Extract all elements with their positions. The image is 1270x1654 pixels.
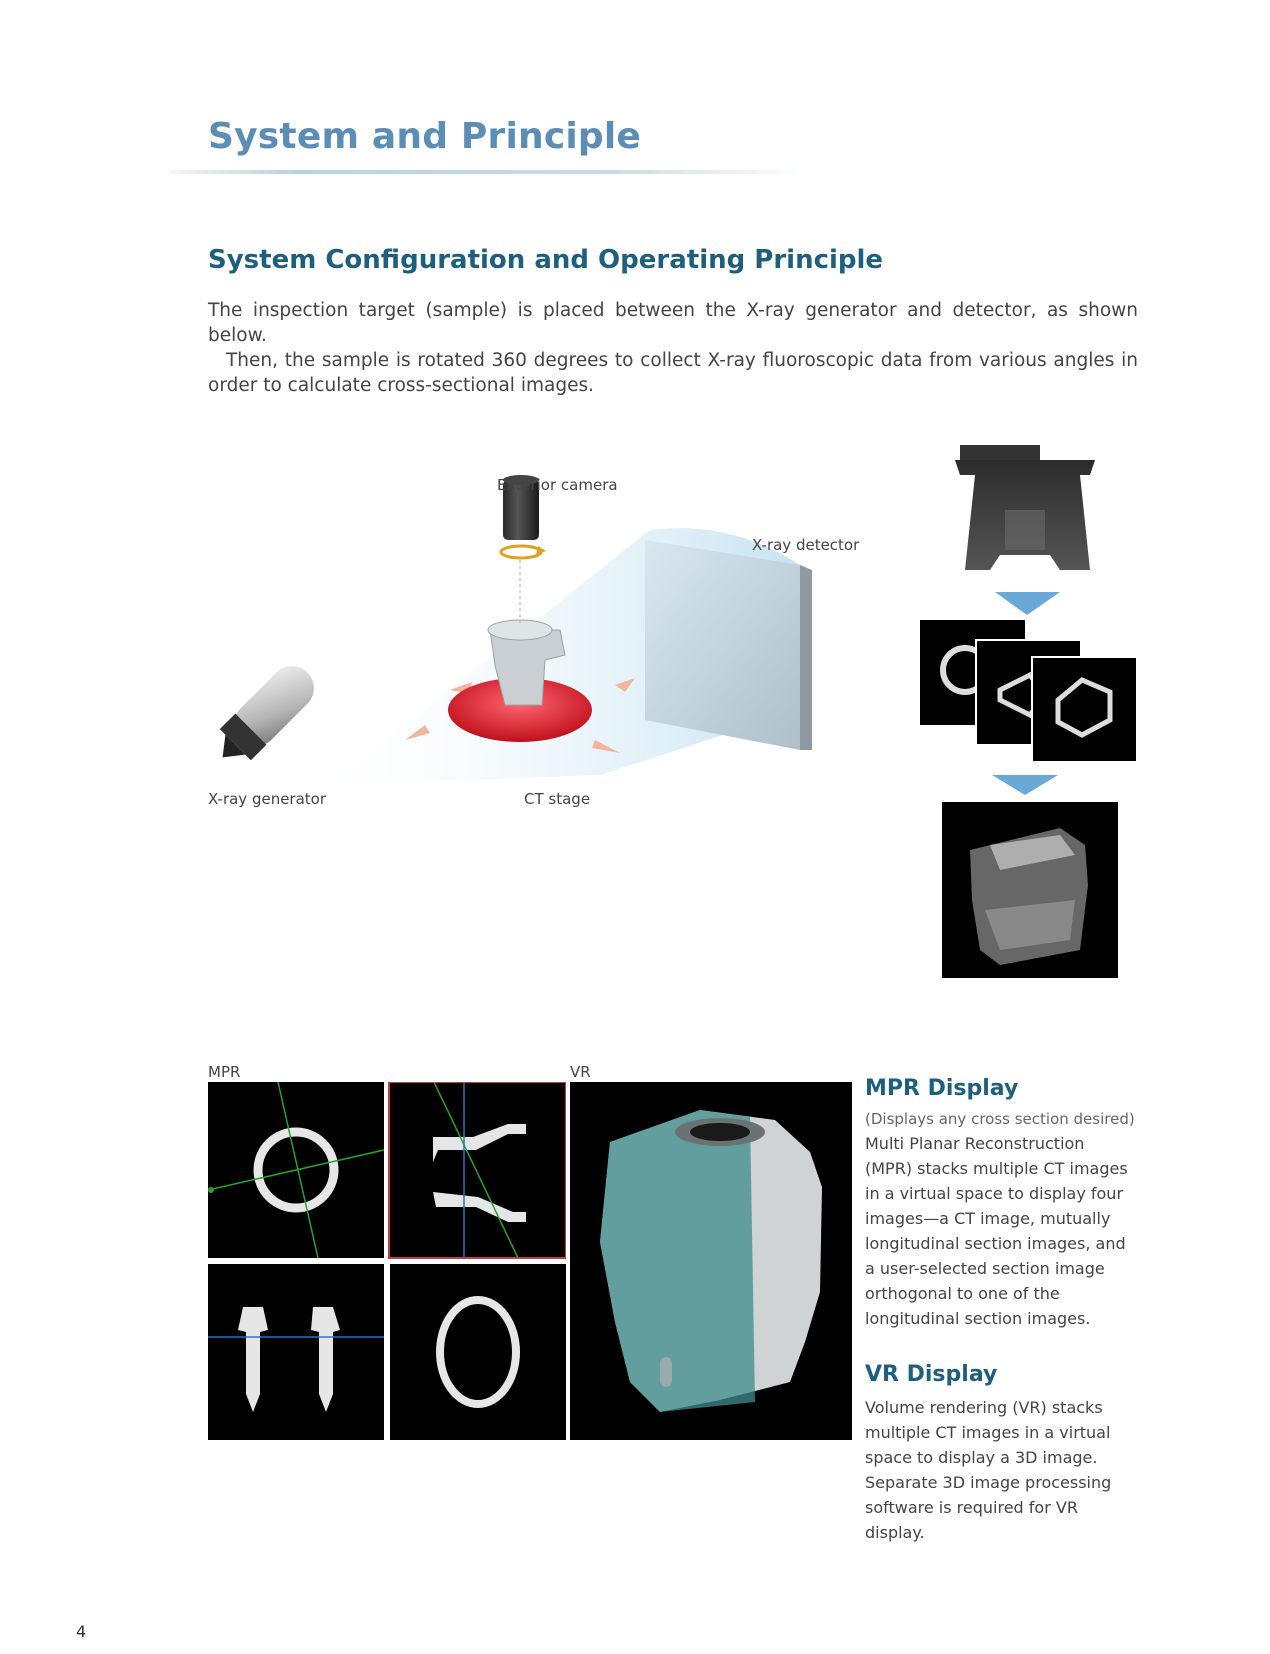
vr-label: VR xyxy=(570,1063,591,1081)
intro-text xyxy=(208,298,1138,398)
vr-3d-view xyxy=(570,1082,852,1440)
vr-description xyxy=(865,1362,1135,1545)
label-xray-detector: X-ray detector xyxy=(752,536,860,554)
page-title: System and Principle xyxy=(208,116,642,157)
reconstruction-flow xyxy=(910,430,1150,990)
mpr-oblique-view xyxy=(390,1264,566,1440)
mpr-axial-view xyxy=(208,1082,384,1258)
mpr-heading: MPR Display xyxy=(865,1076,1019,1101)
xray-detector xyxy=(645,540,812,750)
flow-arrow-down-icon xyxy=(995,592,1060,615)
intro-line-1: The inspection target (sample) is placed between the X-ray generator and detector, as shown below. xyxy=(208,300,1138,346)
intro-line-2: Then, the sample is rotated 360 degrees to collect X-ray fluoroscopic data from various angles in order to calculate cross-sectional images. xyxy=(208,350,1138,396)
mpr-subheading: (Displays any cross section desired) xyxy=(865,1110,1135,1128)
ct-slice-stack xyxy=(920,620,1137,762)
page-number: 4 xyxy=(76,1622,87,1641)
xray-generator xyxy=(207,657,323,773)
mpr-sagittal-view xyxy=(389,1082,566,1258)
section-title: System Configuration and Operating Principle xyxy=(208,245,884,275)
vr-body: Volume rendering (VR) stacks multiple CT images in a virtual space to display a 3D image. Separate 3D image processing software is required for VR display. xyxy=(865,1398,1112,1542)
label-xray-generator: X-ray generator xyxy=(208,790,327,808)
rotation-arrow-icon xyxy=(501,546,546,558)
title-underline xyxy=(170,170,805,174)
mpr-coronal-view xyxy=(208,1264,384,1440)
mpr-label: MPR xyxy=(208,1063,241,1081)
mpr-four-view xyxy=(208,1082,566,1440)
mpr-description xyxy=(865,1076,1135,1331)
volume-render-image xyxy=(942,802,1118,978)
projection-image xyxy=(955,445,1095,570)
label-ct-stage: CT stage xyxy=(524,790,591,808)
vr-heading: VR Display xyxy=(865,1362,998,1387)
mpr-body: Multi Planar Reconstruction (MPR) stacks multiple CT images in a virtual space to display four images—a CT image, mutually longitudinal section images, and a user-selected section image orthogonal to one of the longitudinal section images. xyxy=(865,1134,1128,1328)
label-exterior-camera: Exterior camera xyxy=(497,476,618,494)
flow-arrow-down-icon xyxy=(992,775,1058,795)
